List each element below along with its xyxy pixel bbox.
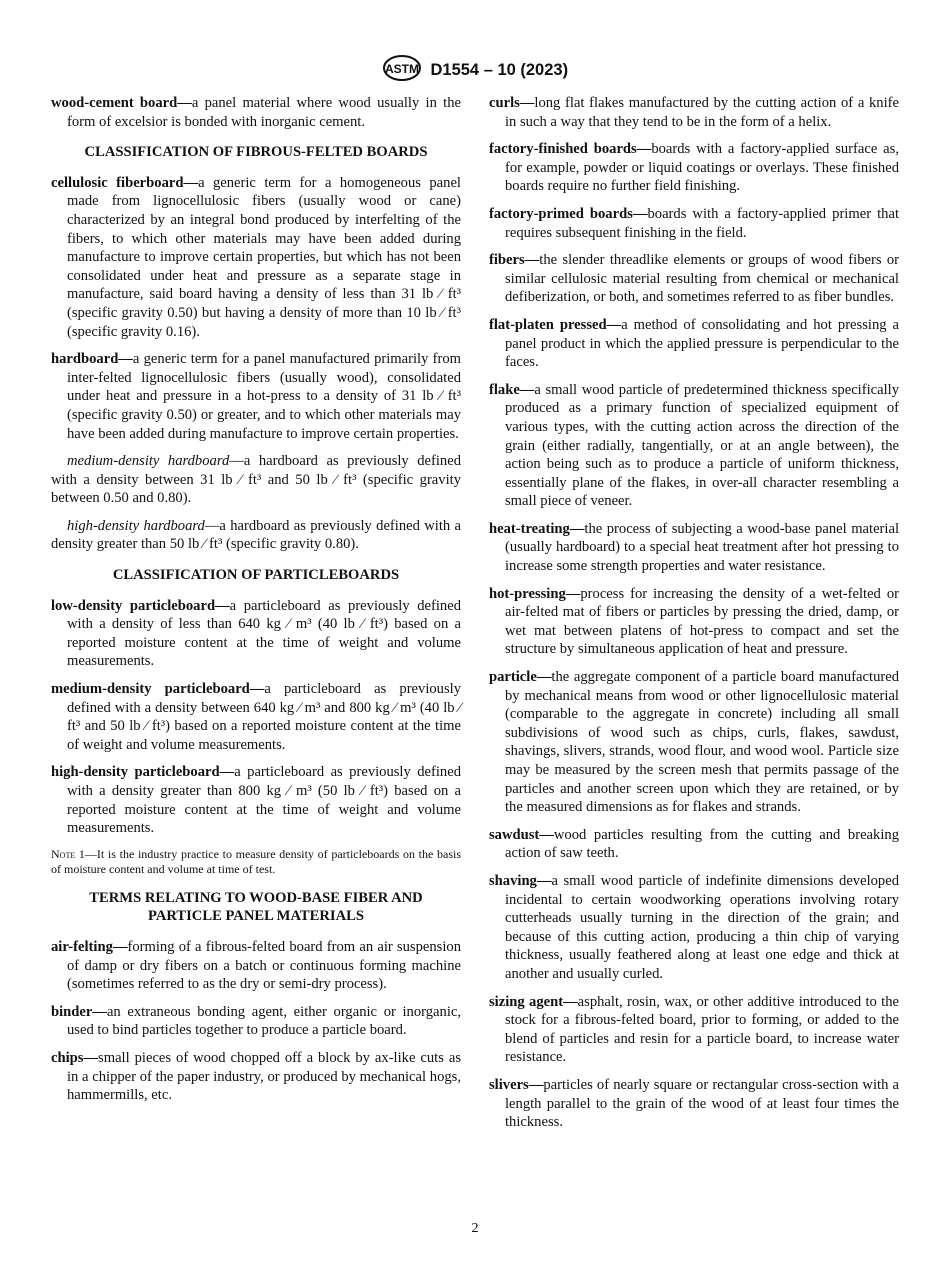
term-heat-treating: heat-treating—the process of subjecting a wood-base panel material (usually hardboard) to a special heat treatment after hot pressing to increase some strength properties and water resistance. [489,520,899,575]
term-hot-pressing: hot-pressing—process for increasing the density of a wet-felted or air-felted mat of fibers or particles by pressing the dried, damp, or wet mat between platens of hot-press to compact and set the structure by simultaneous application of heat and pressure. [489,585,899,658]
term-flat-platen-pressed: flat-platen pressed—a method of consolidating and hot pressing a panel product in which the applied pressure is perpendicular to the faces. [489,316,900,371]
term-shaving: shaving—a small wood particle of indefinite dimensions developed incidental to certain woodworking operations involving rotary cutterheads usually turning in the direction of the grain; and because of this cutting action, producing a thin chip of varying thickness, usually feathered along at least one edge and thick at another and usually curled. [489,872,899,982]
page-header [0,54,950,87]
heading-fibrous-felted: CLASSIFICATION OF FIBROUS-FELTED BOARDS [84,144,428,161]
term-sawdust: sawdust—wood particles resulting from the cutting and breaking action of saw teeth. [489,826,899,862]
term-flake: flake—a small wood particle of predetermined thickness specifically produced as a primary function of specialized equipment of various types, with the cutting action across the direction of the grain (either radially, tangentially, or at an angle between), the action being such as to produce a particle of uniform thickness, essentially plane of the flakes, in over-all character resembling a small piece of veneer. [489,381,899,510]
standard-designation: D1554 – 10 (2023) [430,61,569,79]
term-high-density-particleboard: high-density particleboard—a particleboard as previously defined with a density greater than 800 kg ⁄ m³ (50 lb ⁄ ft³) based on a reported moisture content at the time of weight and volume measurements. [51,764,461,837]
term-slivers: slivers—particles of nearly square or rectangular cross-section with a length parallel to the grain of the wood of at least four times the thickness. [489,1076,899,1131]
right-column [489,94,899,1141]
term-medium-density-hardboard: medium-density hardboard—a hardboard as previously defined with a density between 31 lb ⁄ ft³ and 50 lb ⁄ ft³ (specific gravity between 0.50 and 0.80). [51,453,461,507]
term-fibers: fibers—the slender threadlike elements or groups of wood fibers or similar cellulosic material resulting from chemical or mechanical defiberization, or both, and sometimes referred to as fiber bundles. [489,252,899,306]
left-column [51,94,461,1114]
term-particle: particle—the aggregate component of a particle board manufactured by mechanical means from wood or other lignocellulosic material (comparable to the aggregate in concrete) including all small subdivisions of wood such as chips, curls, flakes, sawdust, shavings, slivers, strands, wood flour, and wood wool. Particle size may be measured by the screen mesh that permits passage of the particles and another screen upon which they are retained, or by the measured dimensions as for flakes and strands. [489,669,899,816]
term-factory-primed-boards: factory-primed boards—boards with a factory-applied primer that requires subsequent finishing in the field. [489,205,899,241]
note-1: Note 1—It is the industry practice to measure density of particleboards on the basis of moisture content and volume at time of test. [51,846,461,876]
heading-terms: TERMS RELATING TO WOOD-BASE FIBER AND PARTICLE PANEL MATERIALS [89,889,423,925]
term-cellulosic-fiberboard: cellulosic fiberboard—a generic term for a homogeneous panel made from lignocellulosic fibers (usually wood or cane) characterized by an integral bond produced by interfelting of the fibers, to which other materials may have been added during manufacture to improve certain properties, but which has not been consolidated under heat and pressure as a separate stage in manufacture, said board having a density of less than 31 lb ⁄ ft³ (specific gravity 0.50) but having a density of more than 10 lb ⁄ ft³ (specific gravity 0.16). [51,174,461,340]
term-chips: chips—small pieces of wood chopped off a block by ax-like cuts as in a chipper of the paper industry, or produced by mechanical hogs, hammermills, etc. [51,1049,461,1104]
term-air-felting: air-felting—forming of a fibrous-felted board from an air suspension of damp or dry fibers on a batch or continuous forming machine (sometimes referred to as the dry or semi-dry process). [51,938,461,993]
term-medium-density-particleboard: medium-density particleboard—a particleboard as previously defined with a density between 640 kg ⁄ m³ and 800 kg ⁄ m³ (40 lb ⁄ ft³ and 50 lb ⁄ ft³) based on a reported moisture content at the time of weight and volume measurements. [51,681,462,753]
term-curls: curls—long flat flakes manufactured by the cutting action of a knife in such a way that they tend to be in the form of a helix. [489,95,899,130]
term-hardboard: hardboard—a generic term for a panel manufactured primarily from inter-felted lignocellulosic fibers (usually wood), consolidated under heat and pressure in a hot-press to a density of 31 lb ⁄ ft³ (specific gravity 0.50) or greater, and to which other materials may have been added during manufacture to improve certain properties. [51,351,461,442]
astm-logo [382,54,422,87]
term-high-density-hardboard: high-density hardboard—a hardboard as previously defined with a density greater than 50 lb ⁄ ft³ (specific gravity 0.80). [51,517,461,553]
term-sizing-agent: sizing agent—asphalt, rosin, wax, or other additive introduced to the stock for a fibrous-felted board, prior to forming, or added to the blend of particles and resin for a particle board, to increase water resistance. [489,993,899,1066]
term-binder: binder—an extraneous bonding agent, either organic or inorganic, used to bind particles together to produce a particle board. [51,1003,461,1039]
heading-particleboards: CLASSIFICATION OF PARTICLEBOARDS [112,567,400,584]
term-factory-finished-boards: factory-finished boards—boards with a factory-applied surface as, for example, powder or liquid coatings or overlays. These finished boards require no further field finishing. [489,141,899,195]
term-low-density-particleboard: low-density particleboard—a particleboard as previously defined with a density of less than 640 kg ⁄ m³ (40 lb ⁄ ft³) based on a reported moisture content at the time of weight and volume measurements. [51,597,461,670]
astm-logo-text: ASTM [384,62,419,76]
term-wood-cement-board: wood-cement board—a panel material where wood usually in the form of excelsior is bonded with inorganic cement. [51,95,461,130]
page-number: 2 [471,1221,479,1236]
